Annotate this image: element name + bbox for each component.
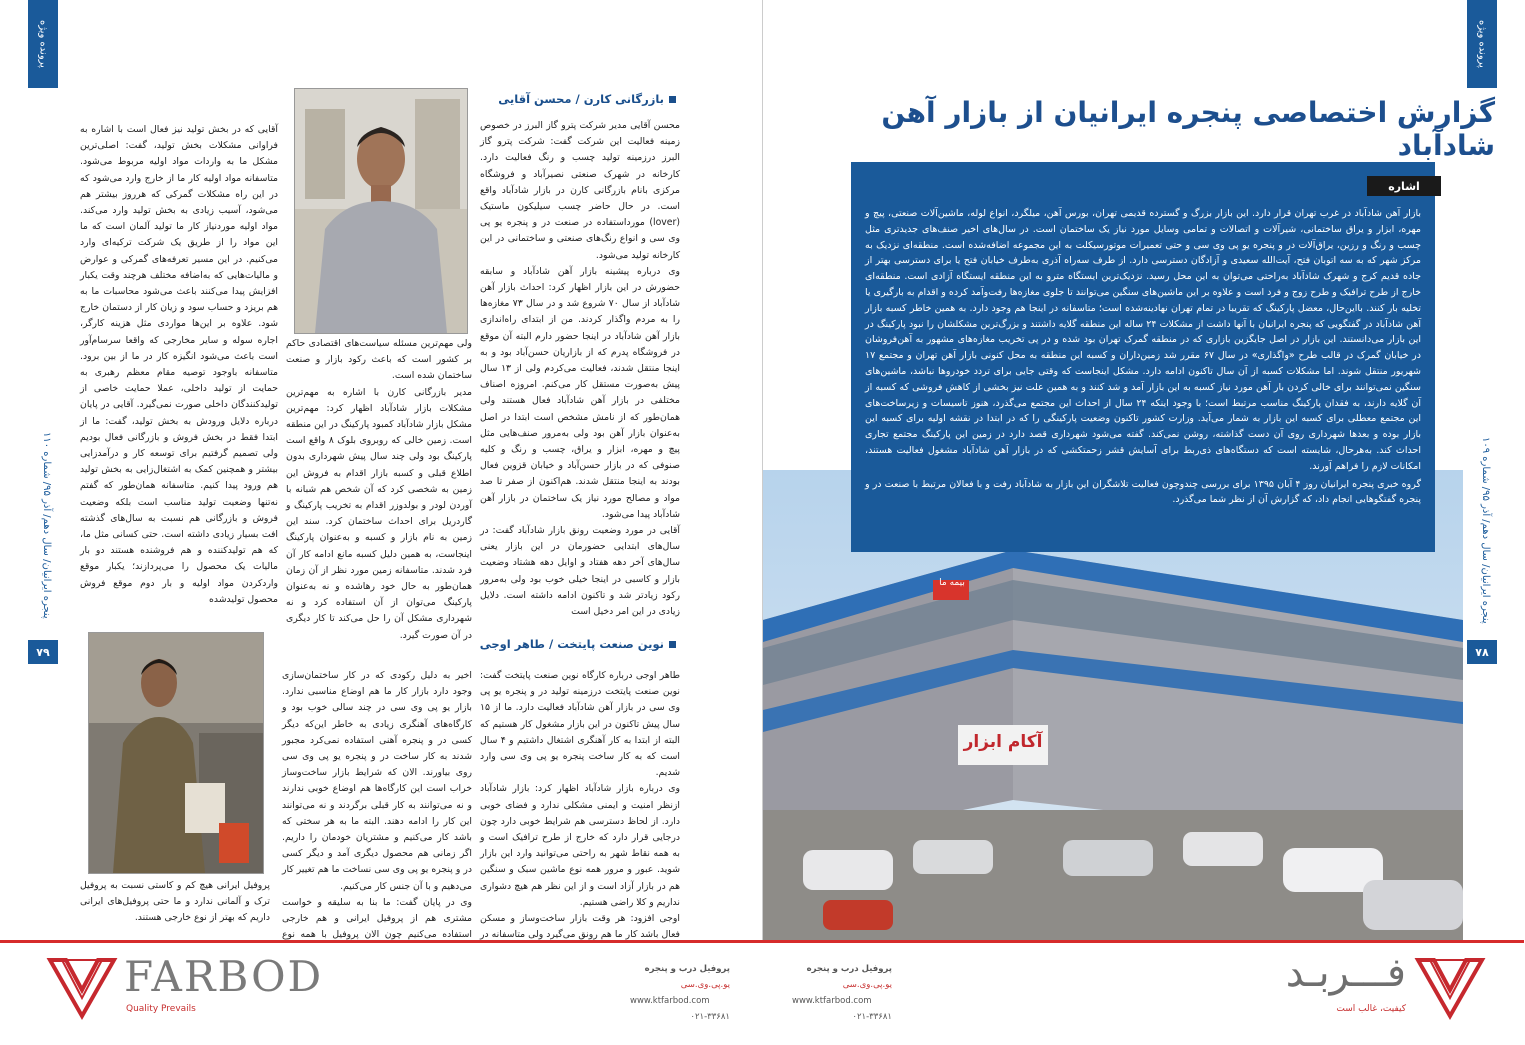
paragraph: وی در پایان گفت: ما بنا به سلیقه و خواست مشتری هم از پروفیل ایرانی و هم خارجی استفاده می‌کنیم چون الان پروفیل با همه نوع	[282, 896, 472, 941]
paragraph: پروفیل ایرانی هیچ کم و کاستی نسبت به پروفیل ترک و آلمانی ندارد و ما حتی پروفیل‌های ایرانی داریم که بهتر از نوع خارجی هستند.	[80, 880, 270, 924]
intro-box	[851, 162, 1435, 552]
right-page	[762, 0, 1525, 940]
section-heading-karen: بازرگانی کارن / محسن آقایی	[476, 92, 676, 106]
paragraph: طاهر اوجی درباره کارگاه نوین صنعت پایتخت گفت: نوین صنعت پایتخت درزمینه تولید در و پنجره یو پی وی سی در بازار آهن شادآباد فعالیت دارد. ما از ۱۵ سال پیش تاکنون در این بازار مشغول کار هستیم که البته از ابتدا به کار آهنگری اشتغال داشتیم و ۴ سال است که به کار ساخت پنجره یو پی وی سی وارد شدیم.	[480, 670, 680, 779]
brand-tagline: کیفیت، غالب است	[1336, 1004, 1406, 1014]
paragraph: وی درباره پیشینه بازار آهن شادآباد و سابقه حضورش در این بازار اظهار کرد: احداث بازار آهن شادآباد از سال ۷۰ شروع شد و در سال ۷۳ مغازه‌ها را به مردم واگذار کردند. من از ابتدای راه‌اندازی بازار آهن شادآباد در اینجا حضور دارم البته آن موقع در فروشگاه پدرم که از بازاریان حسن‌آباد بود و به اینجا منتقل شدند، فعالیت می‌کردم ولی از ۱۳ سال پیش به‌صورت مستقل کار می‌کنم. امروزه اصناف مختلفی در بازار آهن شادآباد فعال هستند ولی همان‌طور که از نامش مشخص است ابتدا در اصل به‌عنوان بازار آهن بود ولی به‌مرور صنف‌هایی مثل پیچ و مهره، ابزار و یراق، چسب و رنگ و کلیه صنوفی که در بازار حسن‌آباد و خیابان قزوین فعال بودند به اینجا منتقل شدند. هم‌اکنون از صفر تا صد مواد و مصالح مورد نیاز یک ساختمان در بازار آهن شادآباد پیدا می‌شود.	[480, 265, 680, 520]
paragraph: اخیر به دلیل رکودی که در کار ساختمان‌سازی وجود دارد بازار کار ما هم اوضاع مناسبی ندارد. بازار یو پی وی سی در چند سالی خوب بود و کارگاه‌های آهنگری زیادی به خاطر این‌که دیگر کسی در و پنجره آهنی استفاده نمی‌کرد مجبور شدند به کار ساخت در و پنجره یو پی وی سی روی بیاورند. الان که شرایط بازار ساخت‌وساز خراب است این کارگاه‌ها هم اوضاع خوبی ندارند و نه می‌توانند به کار قبلی برگردند و نه می‌توانند این کار را ادامه دهند. البته ما به هر سختی که باشد کار می‌کنیم و مشتریان خودمان را داریم. اگر زمانی هم محصول دیگری آمد و دیگر کسی در و پنجره یو پی وی سی نساخت ما هم تغییر کار می‌دهیم و با آن جنس کار می‌کنیم.	[282, 670, 472, 892]
brand-logo-text: FARBOD	[124, 952, 324, 1001]
left-page	[0, 0, 760, 940]
intro-label: اشاره	[1367, 176, 1441, 196]
contact-phone: ۰۲۱-۳۳۶۸۱	[852, 1012, 892, 1022]
farbod-logo-icon	[46, 952, 118, 1022]
section-heading-novin: نوین صنعت پایتخت / طاهر اوجی	[476, 637, 676, 651]
article-column	[480, 118, 680, 618]
portrait-photo-aghaei	[294, 88, 468, 334]
section-tab: پرونده ویژه	[28, 0, 58, 88]
page-title: گزارش اختصاصی پنجره ایرانیان از بازار آهن شادآباد	[881, 96, 1495, 162]
paragraph: محسن آقایی مدیر شرکت پترو گاز البرز در خصوص زمینه فعالیت این شرکت گفت: شرکت پترو گاز البرز درزمینه تولید چسب و رنگ فعالیت دارد. کارخانه در شهرک صنعتی نصیرآباد و فروشگاه مرکزی بانام بازرگانی کارن در بازار شادآباد واقع است. در حال حاضر چسب سیلیکون ماستیک (lover) مورداستفاده در صنعت در و پنجره یو پی وی سی و انواع رنگ‌های صنعتی و ساختمانی در این کارخانه تولید می‌شود.	[480, 120, 680, 261]
shop-sign-text: آکام ابزار	[963, 732, 1043, 752]
bullet-square-icon	[669, 96, 676, 103]
page-number: ۷۹	[28, 640, 58, 664]
contact-web: www.ktfarbod.com	[630, 996, 710, 1006]
farbod-logo-icon	[1414, 952, 1486, 1022]
bullet-square-icon	[669, 641, 676, 648]
paragraph: آقایی در مورد وضعیت رونق بازار شادآباد گفت: در سال‌های ابتدایی حضورمان در این بازار یعنی سال‌های آخر دهه هفتاد و اوایل دهه هشتاد وضعیت بازار و کاسبی در اینجا خیلی خوب بود ولی به‌مرور رکود زیادتر شد و تاکنون ادامه داشته است. دلایل زیادی در این امر دخیل است	[480, 525, 680, 618]
issue-info: پنجره ایرانیان/ سال دهم/ آذر ۹۵/ شماره ۱۰۹	[1480, 436, 1491, 624]
contact-phone: ۰۲۱-۳۳۶۸۱	[690, 1012, 730, 1022]
portrait-photo-oji	[88, 632, 264, 874]
paragraph: بازار آهن شادآباد در غرب تهران قرار دارد. این بازار بزرگ و گسترده قدیمی تهران، بورس آهن، میلگرد، انواع لوله، ماشین‌آلات صنعتی، پیچ و مهره، ابزار و یراق ساختمانی، شیرآلات و اتصالات و تمامی وسایل مورد نیاز یک ساختمان است. در سال‌های اخیر صنف‌های جدیدتری مثل چسب و رنگ و رزین، یراق‌آلات در و پنجره یو پی وی سی و حتی تعمیرات موتورسیکلت به این مجموعه اضافه‌شده است. منطقه‌ای نزدیک به مرکز شهر که به سه اتوبان فتح، آیت‌الله سعیدی و آزادگان دسترسی دارد. از طرف سه‌راه آذری به‌طرف خیابان فتح یا برای دسترسی بهتر از جاده قدیم کرج و شهرک شادآباد به‌راحتی می‌توان به این محل رسید. نزدیک‌ترین ایستگاه مترو به این منطقه ایستگاه آزادی است. منطقه‌ای خارج از طرح ترافیک و طرح زوج و فرد است و علاوه بر این ماشین‌های سنگین می‌توانند تا جلوی مغازه‌ها رفت‌وآمد کرده و اقدام به بارگیری یا تخلیه بار کنند. بااین‌حال، معضل پارکینگ که تقریبا در تمام تهران نهادینه‌شده است؛ متاسفانه در اینجا هم وجود دارد. به همین خاطر کسبه بازار آهن شادآباد در گفتگویی که پنجره ایرانیان با آنها داشت از مشکلات ۲۴ ساله این منطقه گلایه داشتند و بزرگ‌ترین مشکلشان را نبود پارکینگ در این بازار می‌دانستند. این بازار در اصل جایگزین بازاری که در منطقه گمرک تهران بود شده و در پی تخریب مغازه‌های مشهور به آهن‌فروشان در خیابان گمرک در قالب طرح «واگذاری» در سال ۶۷ مقرر شد زمین‌داران و کسبه این منطقه به محل کنونی بازار آهن تهران و مجتمع ۱۷ شهریور منتقل شوند. اما مشکلات کسبه از آن سال تاکنون ادامه دارد. مشکل اینجاست که وقتی جایی برای تردد خودروها نباشد، ماشین‌های سنگین نمی‌توانند برای خالی کردن بار آهن مورد نیاز کسبه به این بازار آمد و شد کنند و به همین علت نیز بخشی از کاهش فروشی که کسبه از آن گلایه دارند، به فقدان پارکینگ مناسب مرتبط است؛ با وجود اینکه ۲۴ سال از احداث این مجتمع می‌گذرد، هنوز تاسیسات و زیرساخت‌های این مجتمع معطلی برای کسبه این بازار به شمار می‌آید. وزارت کشور تاکنون وضعیت پارکینگی را که در ابتدا در نقشه اولیه برای کسبه این بازار بوده و بعدها شهرداری روی آن دست گذاشته، روشن نمی‌کند. گفته می‌شود شهرداری قصد دارد در زمین این پارکینگ مجتمع تجاری احداث کند. به‌هرحال، شایسته است که دستگاه‌های ذی‌ربط برای آسایش قشر زحمتکشی که در بازار آهن شادآباد مشغول فعالیت هستند، امکانات لازم را فراهم آورند.	[865, 208, 1421, 472]
shop-sign-text: بیمه ما	[939, 578, 965, 588]
brand-logo-text: فـــربـد	[1285, 950, 1406, 996]
intro-text	[865, 206, 1421, 510]
footer-ad	[0, 940, 1524, 1045]
contact-title: پروفیل درب و پنجره	[806, 964, 892, 974]
paragraph: ولی مهم‌ترین مسئله سیاست‌های اقتصادی حاکم بر کشور است که باعث رکود بازار و صنعت ساختمان شده است.	[286, 338, 472, 382]
contact-title: پروفیل درب و پنجره	[644, 964, 730, 974]
contact-web: www.ktfarbod.com	[792, 996, 872, 1006]
paragraph: وی درباره بازار شادآباد اظهار کرد: بازار شادآباد ازنظر امنیت و ایمنی مشکلی ندارد و فضای خوبی دارد. از لحاظ دسترسی هم شرایط خوبی دارد چون درجایی قرار دارد که خارج از طرح ترافیک است و به همه نقاط شهر به راحتی می‌توانید وارد این بازار شوید. عبور و مرور همه نوع ماشین سبک و سنگین هم در بازار آزاد است و از این نظر هم هیچ دشواری نداریم و کلا راضی هستیم.	[480, 783, 680, 908]
brand-tagline: Quality Prevails	[126, 1004, 196, 1014]
paragraph: آقایی که در بخش تولید نیز فعال است با اشاره به فراوانی مشکلات بخش تولید، گفت: اصلی‌ترین مشکل ما به واردات مواد اولیه مربوط می‌شود. متاسفانه مواد اولیه کار ما از خارج وارد می‌شود که در این راه مشکلات گمرکی که هرروز بیشتر هم می‌شود، آسیب زیادی به بخش تولید وارد می‌کند. مواد اولیه موردنیاز کار ما تولید آلمان است که ما این مواد را از طریق یک شرکت ترکیه‌ای وارد می‌کنیم. در این مسیر تعرفه‌های گمرکی و عوارض و مالیات‌هایی که به‌اضافه مختلف هرچند وقت یکبار افزایش پیدا می‌کنند باعث می‌شود محاسبات ما به هم بریزد و حساب سود و زیان کار از دستمان خارج شود. علاوه بر این‌ها مواردی مثل هزینه کارگر، اجاره سوله و سایر مخارجی که واقعا سرسام‌آور است باعث می‌شود انگیزه کار در ما از بین برود. متاسفانه باوجود توصیه مقام معظم رهبری به حمایت از تولید داخلی، عملا حمایت خاصی از تولیدکنندگان داخلی صورت نمی‌گیرد. آقایی در پایان درباره دلایل ورودش به بخش تولید، گفت: ما از ابتدا فقط در بخش فروش و بازرگانی فعال بودیم ولی تصمیم گرفتیم برای توسعه کار و درآمدزایی بیشتر و همچنین کمک به اشتغال‌زایی به بخش تولید هم ورود پیدا کنیم. متاسفانه همان‌طور که گفتم نه‌تنها وضعیت تولید مناسب است بلکه وضعیت فروش و بازرگانی هم نسبت به سال‌های گذشته افت بسیار زیادی داشته است. حتی کسانی مثل ما، که هم تولیدکننده و هم فروشنده هستند دو بار مالیات یک محصول را می‌پردازند؛ یکبار موقع واردکردن مواد اولیه و بار دوم موقع فروش محصول تولیدشده	[80, 124, 278, 605]
article-column	[80, 122, 278, 605]
paragraph: اوجی افزود: هر وقت بازار ساخت‌وساز و مسکن فعال باشد کار ما هم رونق می‌گیرد ولی متاسفانه در	[480, 913, 680, 941]
issue-info: پنجره ایرانیان/ سال دهم/ آذر ۹۵/ شماره ۱۱۰	[41, 431, 52, 619]
section-tab: پرونده ویژه	[1467, 0, 1497, 88]
article-column	[286, 336, 472, 641]
contact-sub: یو.پی.وی.سی	[842, 980, 892, 990]
portrait-illustration	[295, 89, 467, 333]
paragraph: مدیر بازرگانی کارن با اشاره به مهم‌ترین مشکلات بازار شادآباد اظهار کرد: مهم‌ترین مشکل بازار شادآباد کمبود پارکینگ در این منطقه است. زمین خالی که روبروی بلوک ۸ واقع است پارکینگ بود ولی چند سال پیش شهرداری بدون اطلاع قبلی و کسبه بازار اقدام به فروش این زمین به شخصی کرد که آن شخص هم شبانه با آوردن لودر و بولدوزر اقدام به تخریب پارکینگ و گاردریل برای احداث ساختمان کرد. سند این زمین به نام بازار و کسبه و به‌عنوان پارکینگ اینجاست، به همین دلیل کسبه مانع ادامه کار آن فرد شدند. متاسفانه زمین مورد نظر از آن زمان همان‌طور به حال خود رهاشده و نه به‌عنوان پارکینگ می‌توان از آن استفاده کرد و نه شهرداری مشکل آن را حل می‌کند تا کار دیگری در آن صورت گیرد.	[286, 386, 472, 641]
article-column	[80, 878, 270, 934]
portrait-illustration	[89, 633, 263, 873]
page-number: ۷۸	[1467, 640, 1497, 664]
footer-divider	[0, 940, 1524, 943]
article-column	[480, 668, 680, 941]
contact-sub: یو.پی.وی.سی	[680, 980, 730, 990]
paragraph: گروه خبری پنجره ایرانیان روز ۴ آبان ۱۳۹۵ برای بررسی چندوچون فعالیت تلاشگران این بازار به شادآباد رفت و با فعالان مرتبط با صنعت در و پنجره گفتگوهایی انجام داد، که گزارش آن از نظر شما می‌گذرد.	[865, 478, 1422, 506]
article-column	[282, 668, 472, 941]
